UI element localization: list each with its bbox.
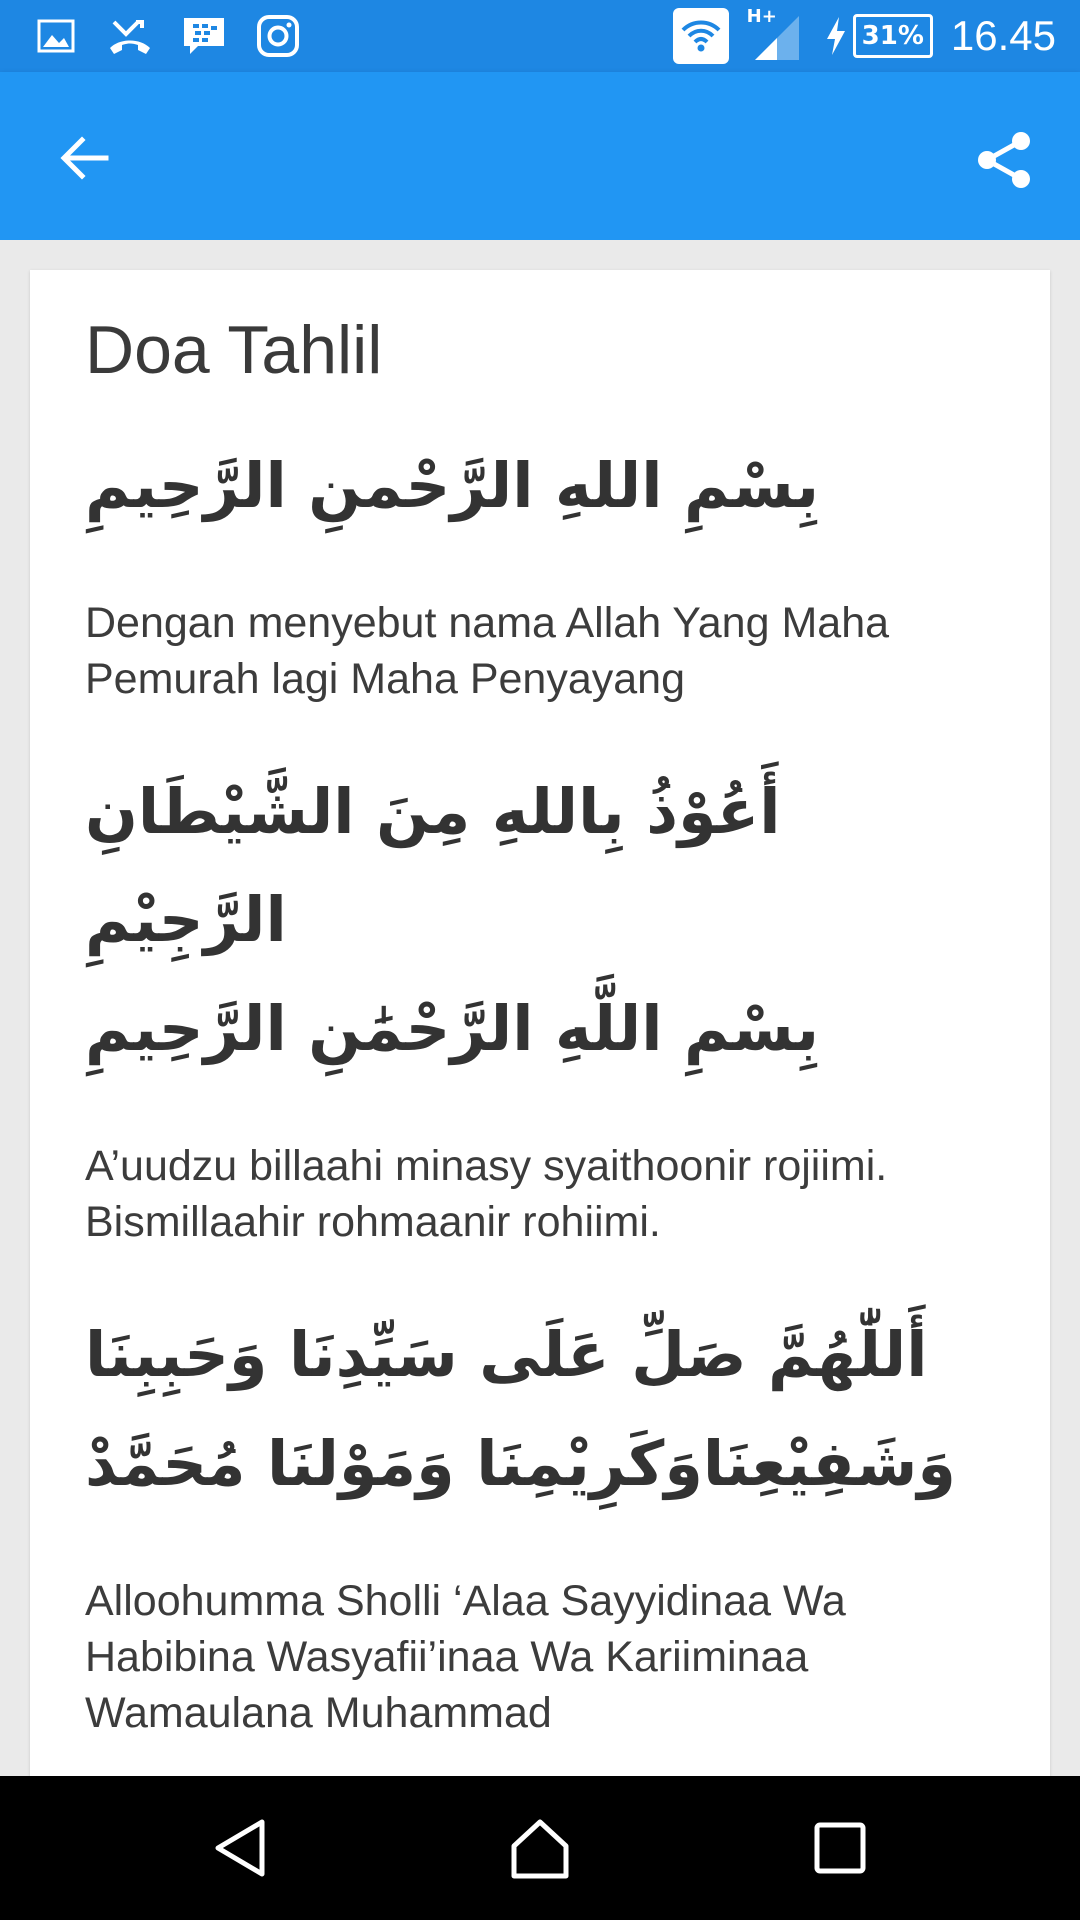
- arabic-text: وَشَفِيْعِنَاوَكَرِيْمِنَا وَمَوْلنَا مُحَمَّدْ: [85, 1426, 956, 1500]
- wifi-icon: [673, 8, 729, 64]
- section-basmalah: [85, 432, 995, 708]
- arrow-left-icon: [56, 130, 112, 186]
- section-sholawat: [85, 1301, 995, 1742]
- nav-recents-button[interactable]: [798, 1806, 882, 1890]
- notification-icons: [32, 12, 302, 60]
- status-bar: [0, 0, 1080, 72]
- arabic-text: أَللّٰهُمَّ صَلِّ عَلَى سَيِّدِنَا وَحَبِبِنَا: [85, 1318, 928, 1392]
- navigation-bar: [0, 1776, 1080, 1920]
- nav-recents-icon: [812, 1820, 868, 1876]
- prayer-card: [30, 270, 1050, 1776]
- back-button[interactable]: [48, 122, 120, 194]
- transliteration-text: Alloohumma Sholli ‘Alaa Sayyidinaa Wa Habibina Wasyafii’inaa Wa Kariiminaa Wamaulana Muhammad: [85, 1577, 846, 1737]
- page-title: Doa Tahlil: [85, 312, 383, 388]
- system-status: [673, 8, 1056, 64]
- arabic-text: بِسْمِ اللهِ الرَّحْمنِ الرَّحِيمِ: [85, 448, 820, 522]
- share-button[interactable]: [964, 120, 1044, 200]
- arabic-text: بِسْمِ اللَّهِ الرَّحْمَٰنِ الرَّحِيمِ: [85, 991, 820, 1065]
- network-type: H+: [746, 6, 777, 27]
- missed-call-icon: [106, 12, 154, 60]
- translation-text: Dengan menyebut nama Allah Yang Maha Pemurah lagi Maha Penyayang: [85, 599, 890, 703]
- clock: 16.45: [950, 12, 1056, 59]
- battery-indicator: [825, 14, 933, 58]
- transliteration-text: A’uudzu billaahi minasy syaithoonir rojiimi. Bismillaahir rohmaanir rohiimi.: [85, 1142, 888, 1247]
- nav-home-icon: [508, 1816, 572, 1880]
- bbm-icon: [180, 12, 228, 60]
- content-area[interactable]: [0, 240, 1080, 1776]
- charging-icon: [825, 17, 847, 55]
- section-taawudz: [85, 758, 995, 1251]
- nav-back-button[interactable]: [198, 1806, 282, 1890]
- app-bar: [0, 72, 1080, 240]
- gallery-icon: [32, 12, 80, 60]
- nav-back-icon: [210, 1816, 270, 1880]
- nav-home-button[interactable]: [498, 1806, 582, 1890]
- instagram-icon: [254, 12, 302, 60]
- battery-percent: 31%: [853, 14, 933, 58]
- arabic-text: أَعُوْذُ بِاللهِ مِنَ الشَّيْطَانِ الرَّجِيْمِ: [85, 774, 781, 957]
- signal-icon: [747, 8, 807, 64]
- share-icon: [973, 129, 1035, 191]
